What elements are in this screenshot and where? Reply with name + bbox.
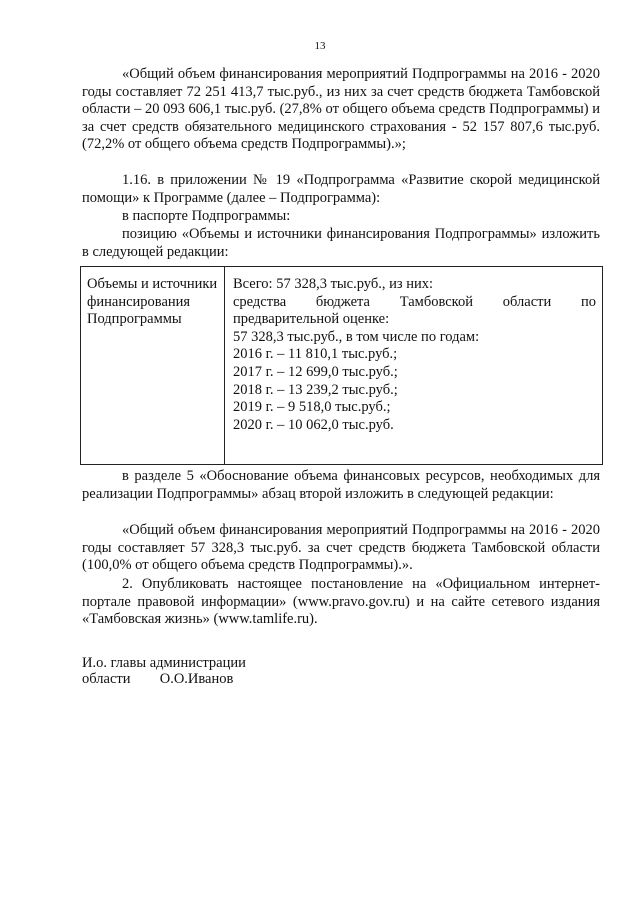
funding-table-values xyxy=(225,267,602,464)
paragraph-funding-old: «Общий объем финансирования мероприятий Подпрограммы на 2016 - 2020 годы составляет 72 251 413,7 тыс.руб., из них за счет средств бюджета Тамбовской области – 20 093 606,1 тыс.руб. (27,8% от общего объема средств Подпрограммы) и за счет средств обязательного медицинского страхования - 52 157 807,6 тыс.руб. (72,2% от общего объема средств Подпрограммы).»; xyxy=(82,66,600,153)
funding-year-2019: 2019 г. – 9 518,0 тыс.руб.; xyxy=(233,399,391,416)
funding-sum: 57 328,3 тыс.руб., в том числе по годам: xyxy=(233,328,480,345)
signature-region-label: области xyxy=(82,671,131,687)
funding-source-estimate: предварительной оценке: xyxy=(233,311,390,328)
funding-year-2017: 2017 г. – 12 699,0 тыс.руб.; xyxy=(233,363,398,380)
paragraph-funding-new: «Общий объем финансирования мероприятий Подпрограммы на 2016 - 2020 годы составляет 57 328,3 тыс.руб. за счет средств бюджета Тамбовской области (100,0% от общего объема средств Подпрограммы).». xyxy=(82,522,600,574)
funding-source: средства бюджета Тамбовской области по xyxy=(233,293,596,310)
paragraph-publish: 2. Опубликовать настоящее постановление на «Официальном интернет-портале правовой информации» (www.pravo.gov.ru) и на сайте сетевого издания «Тамбовская жизнь» (www.tamlife.ru). xyxy=(82,576,600,628)
page-number: 13 xyxy=(314,40,326,52)
paragraph-section-5: в разделе 5 «Обоснование объема финансовых ресурсов, необходимых для реализации Подпрограммы» абзац второй изложить в следующей редакции: xyxy=(82,468,600,502)
funding-year-2020: 2020 г. – 10 062,0 тыс.руб. xyxy=(233,416,394,433)
funding-total: Всего: 57 328,3 тыс.руб., из них: xyxy=(233,276,434,292)
signature-title: И.о. главы администрации xyxy=(82,655,246,671)
signature-region xyxy=(82,671,233,687)
funding-table xyxy=(80,266,603,465)
paragraph-passport: в паспорте Подпрограммы: xyxy=(122,208,291,224)
funding-year-2018: 2018 г. – 13 239,2 тыс.руб.; xyxy=(233,381,398,398)
funding-year-2016: 2016 г. – 11 810,1 тыс.руб.; xyxy=(233,346,398,363)
paragraph-position: позицию «Объемы и источники финансирования Подпрограммы» изложить в следующей редакции: xyxy=(82,226,600,260)
paragraph-appendix-19: 1.16. в приложении № 19 «Подпрограмма «Развитие скорой медицинской помощи» к Программе (далее – Подпрограмма): xyxy=(82,172,600,206)
signature-name: О.О.Иванов xyxy=(159,671,234,687)
funding-table-label: Объемы и источники финансирования Подпрограммы xyxy=(81,267,225,464)
